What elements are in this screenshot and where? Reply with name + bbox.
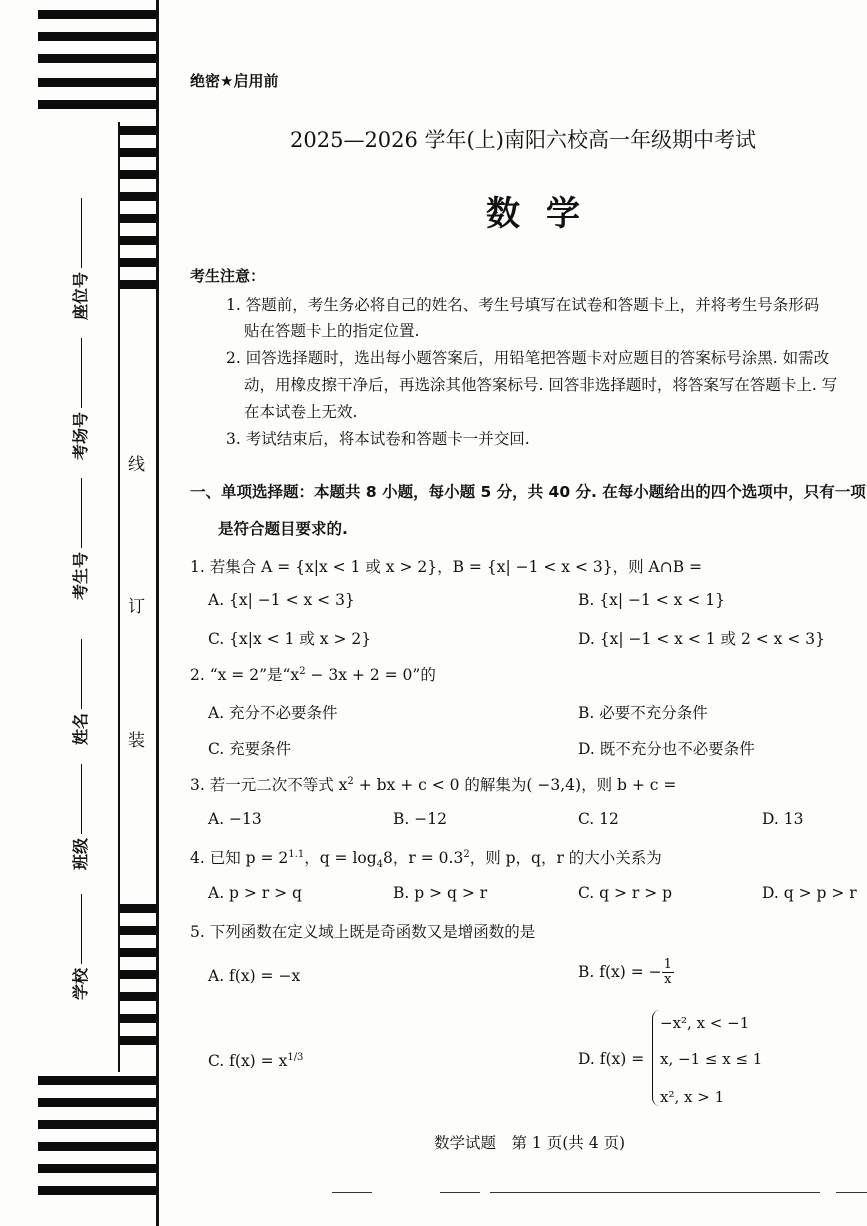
exam-room-field (68, 338, 91, 460)
margin-stripe (120, 948, 156, 957)
q5-option-a[interactable]: A. f(x) = −x (208, 967, 301, 985)
q3-stem-part: + bx + c < 0 的解集为( −3,4)，则 b + c = (353, 776, 677, 794)
q2-exponent: 2 (299, 665, 306, 677)
margin-stripe (38, 78, 156, 87)
margin-stripe (120, 126, 156, 135)
margin-stripe (38, 1076, 156, 1085)
q2-stem-part: − 3x + 2 = 0”的 (305, 666, 436, 684)
q3-option-d[interactable]: D. 13 (762, 810, 804, 828)
q3-stem-part: 3. 若一元二次不等式 x (190, 776, 348, 794)
margin-stripe (38, 1120, 156, 1129)
q2-option-b[interactable]: B. 必要不充分条件 (578, 704, 708, 722)
exam-room-label: 考场号 (71, 411, 90, 460)
candidate-number-label: 考生号 (71, 551, 90, 600)
q2-option-a[interactable]: A. 充分不必要条件 (208, 704, 338, 722)
q2-option-c[interactable]: C. 充要条件 (208, 740, 292, 758)
margin-stripe (120, 214, 156, 223)
school-blank[interactable] (81, 894, 82, 964)
section-heading-cont: 是符合题目要求的. (218, 520, 348, 538)
q1-option-c[interactable]: C. {x|x < 1 或 x > 2} (208, 630, 372, 648)
note-line: 贴在答题卡上的指定位置. (244, 322, 420, 340)
margin-stripe (120, 1036, 156, 1045)
section-heading: 一、单项选择题：本题共 8 小题，每小题 5 分，共 40 分. 在每小题给出的四个选项中，只有一项 (190, 483, 866, 501)
binding-mark-staple: 订 (128, 597, 145, 617)
q4-stem-part: ，q = log (304, 849, 377, 867)
q5-option-b[interactable] (578, 958, 674, 988)
name-blank[interactable] (81, 639, 82, 709)
q5-option-b-text: B. f(x) = − (578, 962, 662, 981)
q4-option-d[interactable]: D. q > p > r (762, 884, 857, 902)
question-1-stem: 1. 若集合 A = {x|x < 1 或 x > 2}，B = {x| −1 < x < 3}，则 A∩B = (190, 558, 702, 576)
question-2-stem (190, 663, 436, 685)
margin-stripe (38, 100, 156, 109)
q1-option-d[interactable]: D. {x| −1 < x < 1 或 2 < x < 3} (578, 630, 825, 648)
q4-stem-part: 4. 已知 p = 2 (190, 849, 289, 867)
confidential-label: 绝密★启用前 (190, 72, 279, 90)
binding-border (156, 0, 159, 1226)
footer-rule (836, 1192, 867, 1193)
name-field (68, 639, 91, 745)
piecewise-case: −x², x < −1 (660, 1014, 750, 1032)
question-4-stem (190, 846, 662, 870)
exam-room-blank[interactable] (81, 338, 82, 408)
seat-number-label: 座位号 (71, 271, 90, 320)
class-label: 班级 (71, 837, 90, 870)
q5-option-b-fraction (662, 958, 674, 988)
margin-stripe (120, 904, 156, 913)
school-field (68, 894, 91, 1000)
piecewise-case: x², x > 1 (660, 1088, 725, 1106)
margin-stripe (38, 54, 156, 63)
q3-option-c[interactable]: C. 12 (578, 810, 619, 828)
q4-option-a[interactable]: A. p > r > q (208, 884, 302, 902)
q1-option-a[interactable]: A. {x| −1 < x < 3} (208, 591, 355, 609)
note-line: 2. 回答选择题时，选出每小题答案后，用铅笔把答题卡对应题目的答案标号涂黑. 如需改 (226, 349, 830, 367)
class-field (68, 764, 91, 870)
piecewise-case: x, −1 ≤ x ≤ 1 (660, 1050, 763, 1068)
margin-stripe (120, 258, 156, 267)
question-5-stem: 5. 下列函数在定义域上既是奇函数又是增函数的是 (190, 923, 536, 941)
note-line: 1. 答题前，考生务必将自己的姓名、考生号填写在试卷和答题卡上，并将考生号条形码 (226, 296, 820, 314)
q2-option-d[interactable]: D. 既不充分也不必要条件 (578, 740, 755, 758)
fraction-denominator: x (664, 972, 672, 988)
footer-rule (332, 1192, 372, 1193)
q3-exponent: 2 (347, 775, 354, 787)
footer-rule (490, 1192, 820, 1193)
q4-stem-part: 8，r = 0.3 (383, 849, 464, 867)
margin-stripe (120, 1014, 156, 1023)
margin-stripe (38, 32, 156, 41)
binding-mark-line: 线 (128, 455, 145, 475)
q5-option-c-exponent: 1/3 (287, 1052, 304, 1063)
note-line: 3. 考试结束后，将本试卷和答题卡一并交回. (226, 430, 530, 448)
margin-stripe (120, 192, 156, 201)
margin-stripe (120, 170, 156, 179)
margin-stripe (38, 1142, 156, 1151)
q3-option-b[interactable]: B. −12 (393, 810, 447, 828)
margin-stripe (120, 992, 156, 1001)
class-blank[interactable] (81, 764, 82, 834)
margin-stripe (120, 280, 156, 289)
subject-title: 数学 (486, 194, 606, 234)
q3-option-a[interactable]: A. −13 (208, 810, 262, 828)
q4-log-base: 4 (376, 859, 384, 871)
margin-stripe (120, 970, 156, 979)
binding-mark-bind: 装 (128, 731, 145, 751)
q4-exponent-p: 1.1 (288, 848, 305, 860)
q4-exponent-r: 2 (463, 848, 470, 860)
fraction-numerator: 1 (663, 957, 672, 972)
note-line: 在本试卷上无效. (244, 403, 358, 421)
margin-stripe (38, 1164, 156, 1173)
footer-rule (440, 1192, 480, 1193)
binding-line (118, 122, 120, 1072)
q2-stem-part: 2. “x = 2”是“x (190, 666, 300, 684)
page-footer: 数学试题 第 1 页(共 4 页) (434, 1134, 626, 1152)
margin-stripe (120, 148, 156, 157)
notes-heading: 考生注意： (190, 267, 266, 285)
margin-stripe (38, 1186, 156, 1195)
margin-stripe (120, 926, 156, 935)
margin-stripe (38, 1098, 156, 1107)
candidate-number-field (68, 478, 91, 600)
seat-number-blank[interactable] (81, 198, 82, 268)
binding-margin (0, 0, 160, 1226)
exam-title: 2025—2026 学年(上)南阳六校高一年级期中考试 (290, 128, 756, 152)
q5-option-d[interactable]: D. f(x) = (578, 1050, 645, 1068)
margin-stripe (120, 236, 156, 245)
q1-option-b[interactable]: B. {x| −1 < x < 1} (578, 591, 725, 609)
margin-stripe (38, 10, 156, 19)
candidate-number-blank[interactable] (81, 478, 82, 548)
note-line: 动，用橡皮擦干净后，再选涂其他答案标号. 回答非选择题时，将答案写在答题卡上. 写 (244, 376, 838, 394)
q5-option-c[interactable] (208, 1052, 303, 1070)
question-3-stem (190, 773, 676, 795)
school-label: 学校 (71, 967, 90, 1000)
name-label: 姓名 (71, 712, 90, 745)
q4-option-b[interactable]: B. p > q > r (393, 884, 488, 902)
q4-stem-part: ，则 p，q，r 的大小关系为 (469, 849, 662, 867)
q4-option-c[interactable]: C. q > r > p (578, 884, 673, 902)
seat-number-field (68, 198, 91, 320)
q5-option-c-text: C. f(x) = x (208, 1052, 288, 1071)
